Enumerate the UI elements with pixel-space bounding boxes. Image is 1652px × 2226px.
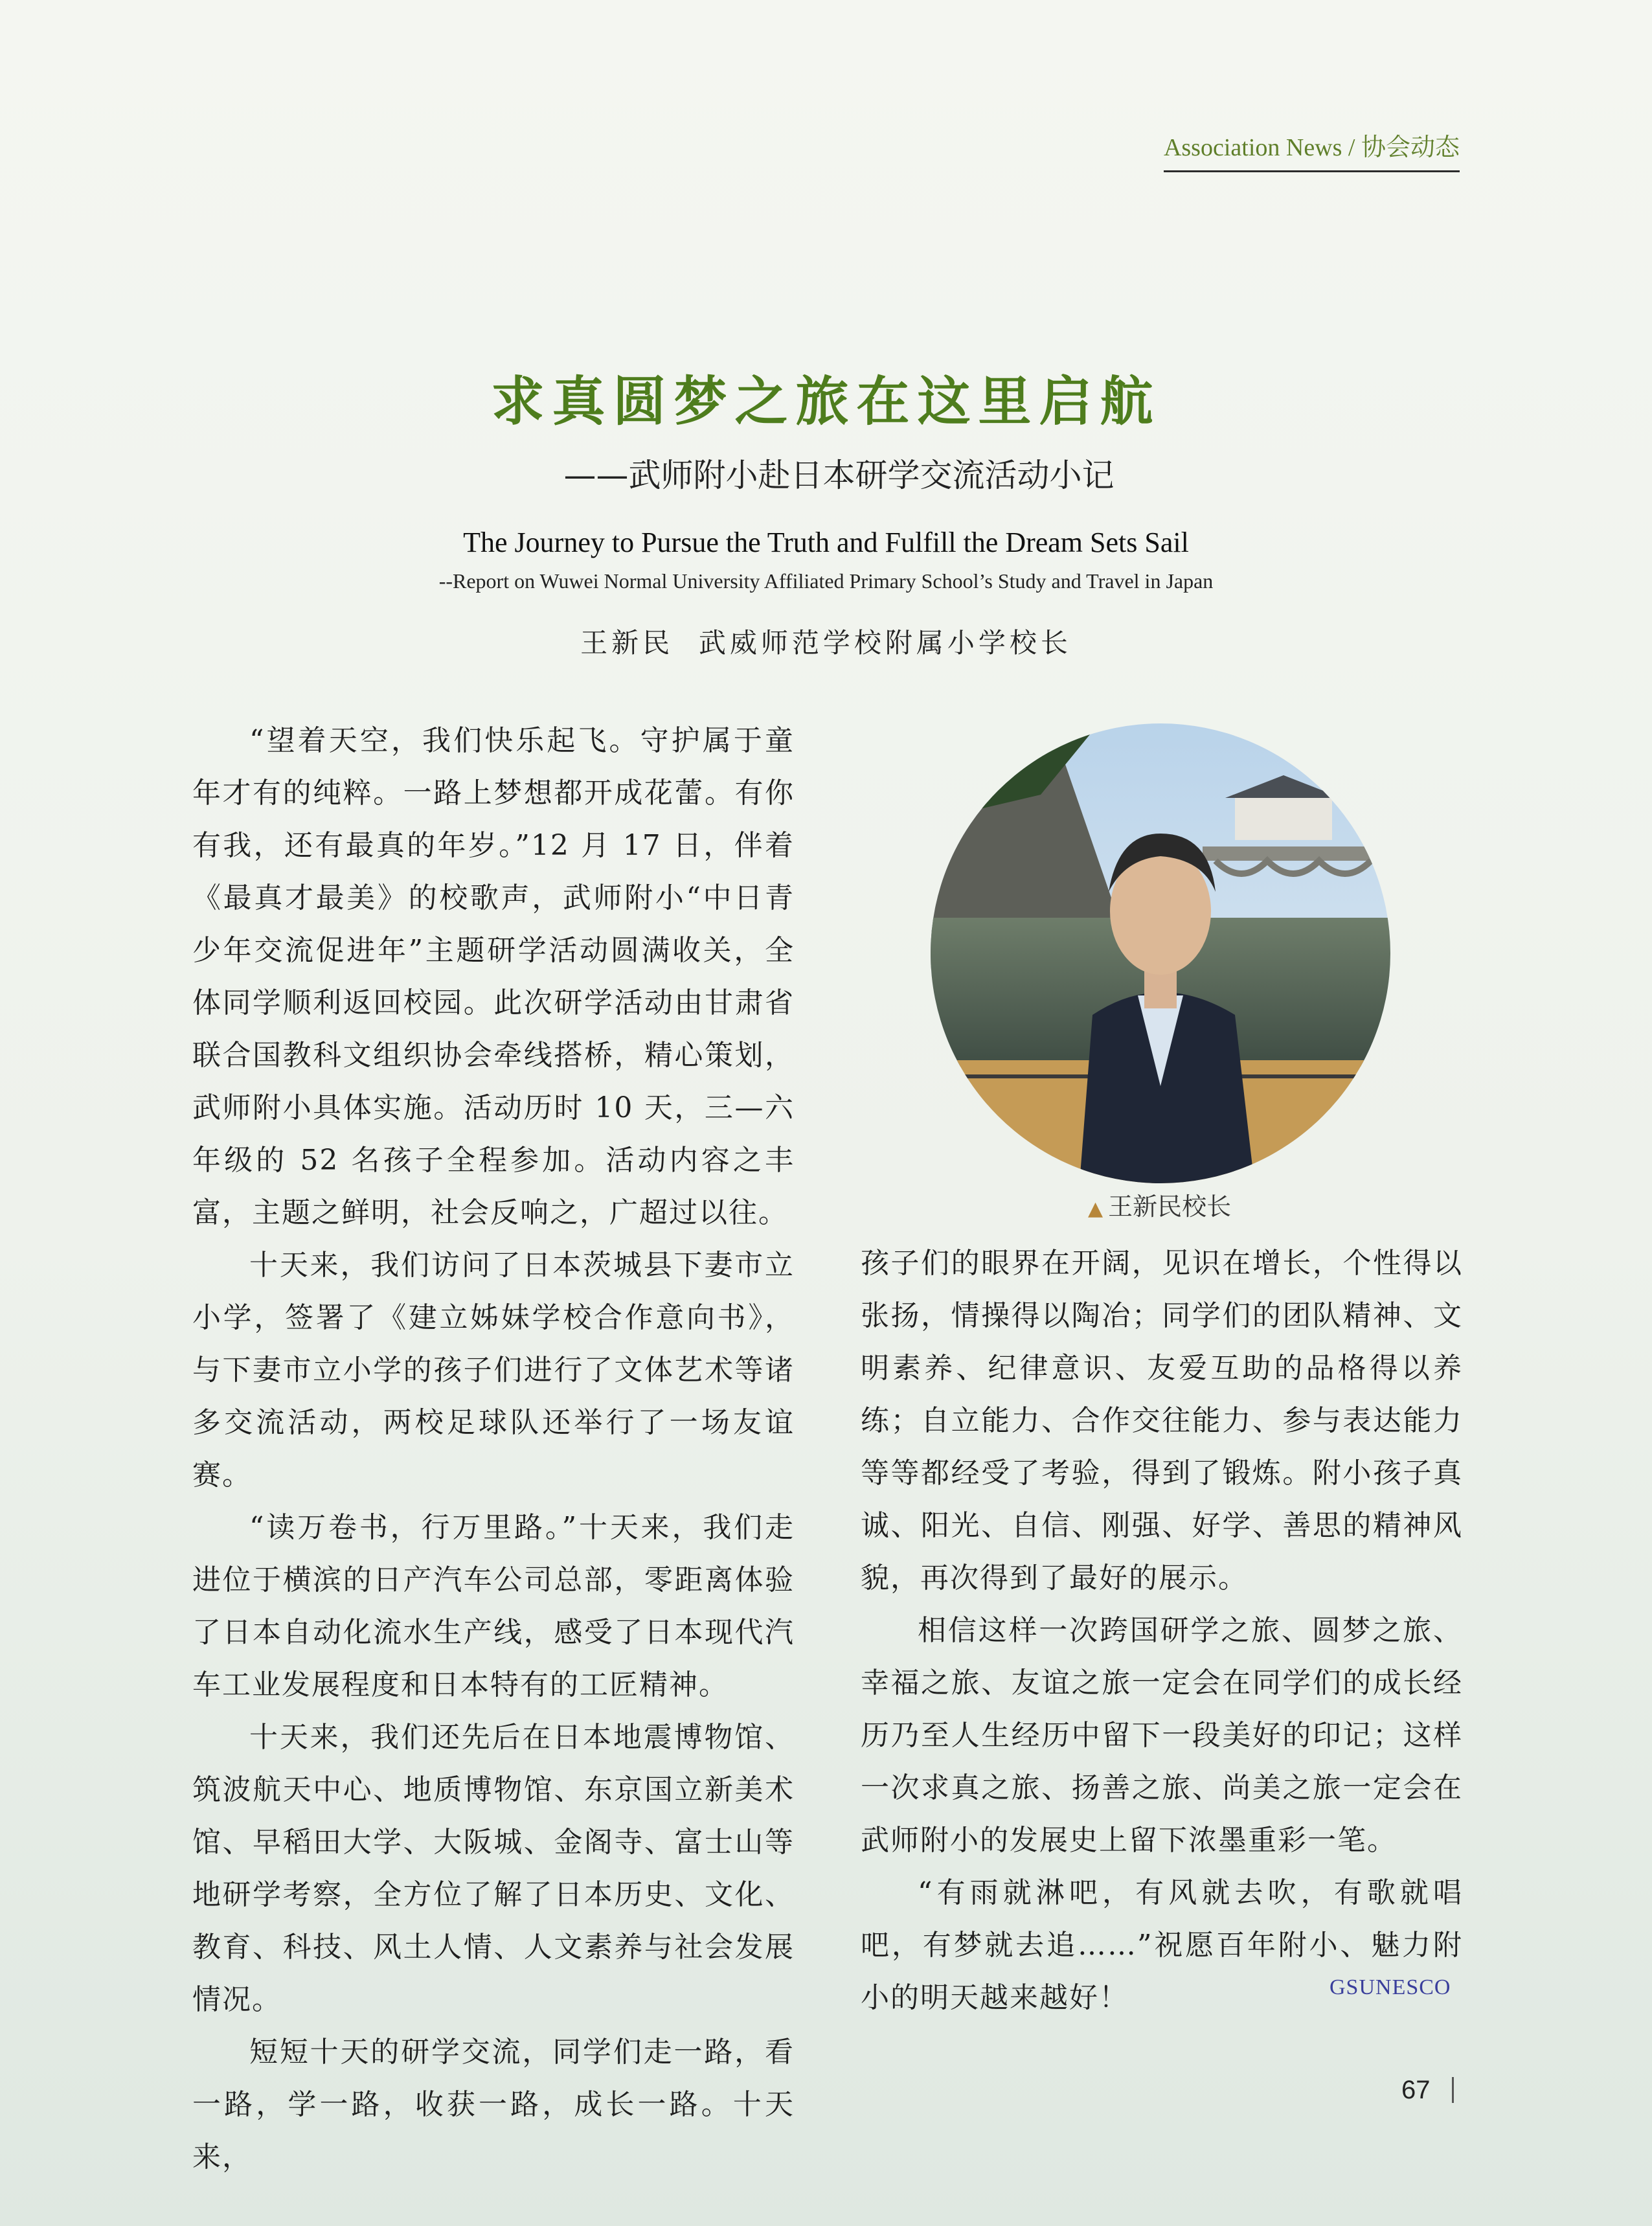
section-label-cn: 协会动态 xyxy=(1361,133,1460,161)
article-subtitle-en: --Report on Wuwei Normal University Affiliated Primary School’s Study and Travel in Japan xyxy=(438,569,1214,593)
paragraph: 相信这样一次跨国研学之旅、圆梦之旅、幸福之旅、友谊之旅一定会在同学们的成长经历乃至人生经历中留下一段美好的印记；这样一次求真之旅、扬善之旅、尚美之旅一定会在武师附小的发展史上留下浓墨重彩一笔。 xyxy=(861,1614,1463,1857)
left-column xyxy=(192,714,795,2183)
photo-caption xyxy=(1088,1187,1231,1222)
paragraph: 短短十天的研学交流，同学们走一路，看一路，学一路，收获一路，成长一路。十天来， xyxy=(192,2036,795,2174)
paragraph: 十天来，我们访问了日本茨城县下妻市立小学，签署了《建立姊妹学校合作意向书》，与下妻市立小学的孩子们进行了文体艺术等诸多交流活动，两校足球队还举行了一场友谊赛。 xyxy=(192,1249,795,1492)
article-subtitle-cn: ——武师附小赴日本研学交流活动小记 xyxy=(563,457,1115,494)
paragraph: 十天来，我们还先后在日本地震博物馆、筑波航天中心、地质博物馆、东京国立新美术馆、早稻田大学、大阪城、金阁寺、富士山等地研学考察，全方位了解了日本历史、文化、教育、科技、风土人情、人文素养与社会发展情况。 xyxy=(192,1721,795,2016)
portrait-illustration xyxy=(931,723,1390,1183)
page-number: 67 xyxy=(1401,2076,1431,2104)
section-label-en: Association News / xyxy=(1163,134,1355,161)
caption-text: 王新民校长 xyxy=(1108,1192,1232,1221)
paragraph: 孩子们的眼界在开阔，见识在增长，个性得以张扬，情操得以陶冶；同学们的团队精神、文明素养、纪律意识、友爱互助的品格得以养练；自立能力、合作交往能力、参与表达能力等等都经受了考验，得到了锻炼。附小孩子真诚、阳光、自信、刚强、好学、善思的精神风貌，再次得到了最好的展示。 xyxy=(861,1247,1463,1595)
right-column xyxy=(861,1237,1463,2024)
article-title: 求真圆梦之旅在这里启航 xyxy=(491,371,1161,433)
title-block xyxy=(0,359,1652,593)
article-title-en: The Journey to Pursue the Truth and Fulfill the Dream Sets Sail xyxy=(463,527,1189,558)
page-number-divider xyxy=(1452,2077,1454,2103)
paragraph: “读万卷书，行万里路。”十天来，我们走进位于横滨的日产汽车公司总部，零距离体验了日本自动化流水生产线，感受了日本现代汽车工业发展程度和日本特有的工匠精神。 xyxy=(192,1511,795,1701)
paragraph: “有雨就淋吧，有风就去吹，有歌就唱吧，有梦就去追……”祝愿百年附小、魅力附小的明天越来越好！ xyxy=(861,1876,1463,2014)
triangle-icon: ▲ xyxy=(1088,1198,1103,1220)
signature: GSUNESCO xyxy=(1330,1975,1451,1999)
paragraph: “望着天空，我们快乐起飞。守护属于童年才有的纯粹。一路上梦想都开成花蕾。有你有我，还有最真的年岁。”12 月 17 日，伴着《最真才最美》的校歌声，武师附小“中日青少年交流促进年”主题研学活动圆满收关，全体同学顺利返回校园。此次研学活动由甘肃省联合国教科文组织协会牵线搭桥，精心策划，武师附小具体实施。活动历时 10 天，三—六年级的 52 名孩子全程参加。活动内容之丰富，主题之鲜明，社会反响之，广超过以往。 xyxy=(192,724,795,1229)
portrait-photo xyxy=(931,723,1390,1183)
author-byline: 王新民 武威师范学校附属小学校长 xyxy=(580,627,1072,659)
section-header xyxy=(1164,127,1460,172)
